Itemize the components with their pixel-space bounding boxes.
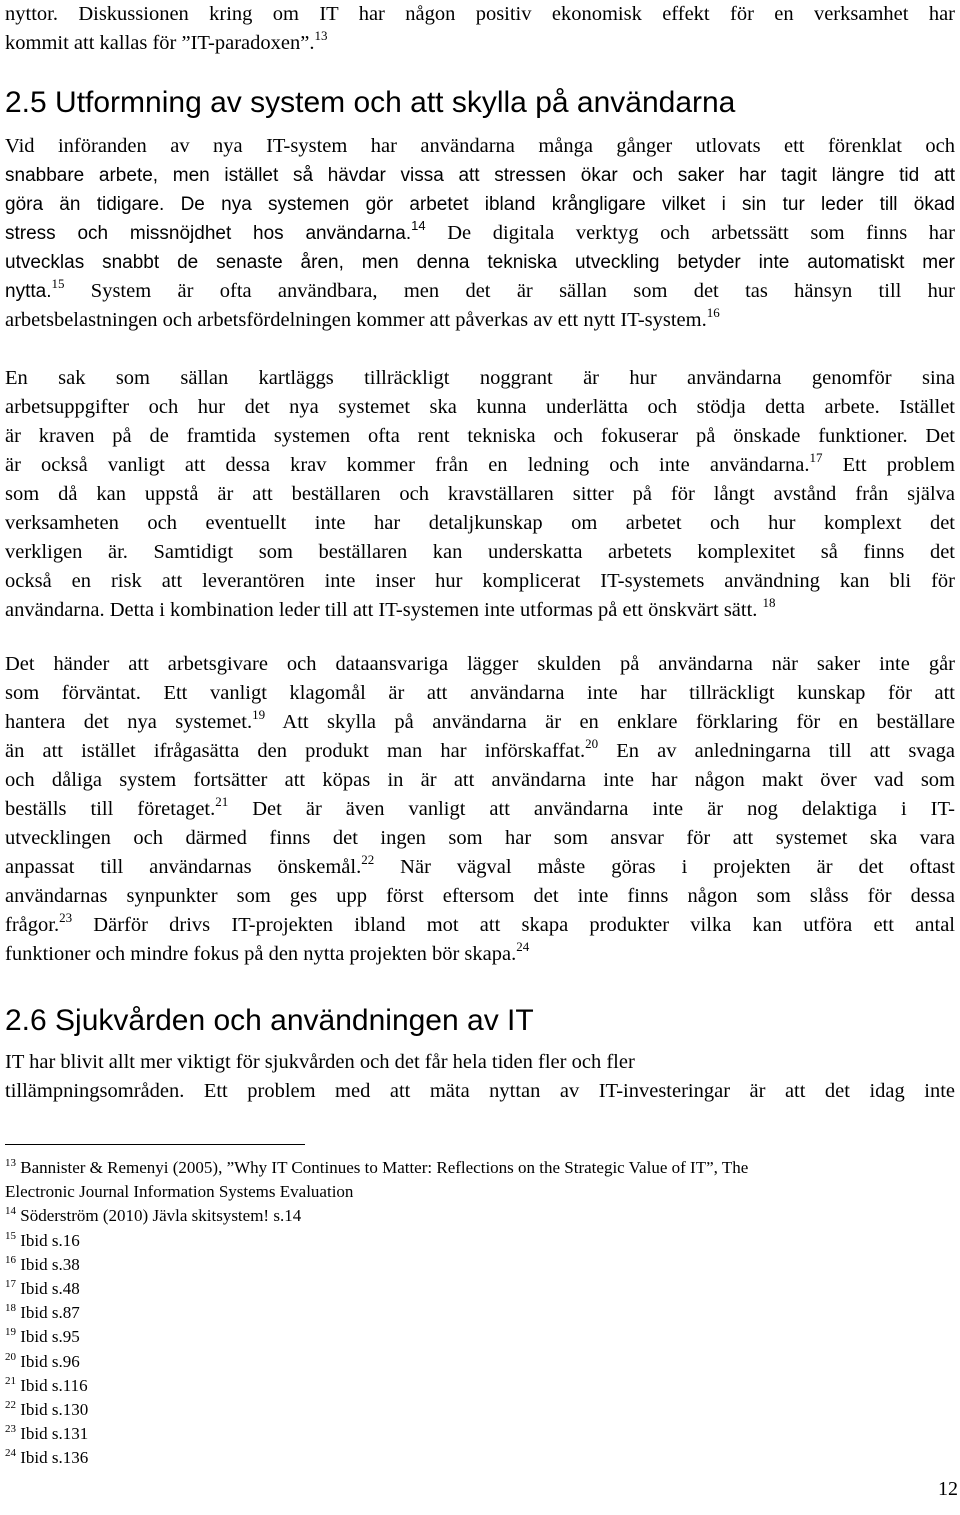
footnote-number: 14 xyxy=(5,1205,16,1218)
text-line: tillämpningsområden. Ett problem med att mäta nyttan av IT-investeringar är att det idag inte xyxy=(5,1080,955,1102)
text-line: utvecklas snabbt de senaste åren, men denna tekniska utveckling betyder inte automatiskt mer xyxy=(5,252,955,273)
footnote-item: $^{13}$ Bannister & Remenyi (2005), ”Why IT Continues to Matter: Reflections on the Strategic Value of IT”, The xyxy=(5,1157,749,1177)
footnote-ref[interactable]: 16 xyxy=(706,305,720,320)
footnote-number: 21 xyxy=(5,1374,16,1387)
footnote-ref[interactable]: 19 xyxy=(252,707,266,722)
footnote-item-continuation: Electronic Journal Information Systems Evaluation xyxy=(5,1182,354,1202)
footnote-item: $^{15}$ Ibid s.16 xyxy=(5,1229,80,1250)
paragraph xyxy=(5,1048,955,1106)
footnote-number: 20 xyxy=(5,1350,16,1363)
text-line: är också vanligt att dessa krav kommer från en ledning och inte användarna.$^{17}$ Ett problem xyxy=(5,450,956,476)
text-line: frågor.$^{23}$ Därför drivs IT-projekten ibland mot att skapa produkter vilka kan utföra ett antal xyxy=(5,910,955,936)
text-line: stress och missnöjdhet hos användarna.$^{14}$ De digitala verktyg och arbetssätt som finns har xyxy=(5,218,955,244)
footnote-ref[interactable]: 14 xyxy=(411,218,426,233)
text-line: snabbare arbete, men istället så hävdar vissa att stressen ökar och saker har tagit längre tid att xyxy=(5,165,955,186)
text-line: IT har blivit allt mer viktigt för sjukvården och det får hela tiden fler och fler xyxy=(5,1051,635,1073)
text-line: göra än tidigare. De nya systemen gör arbetet ibland krångligare vilket i sin tur leder till ökad xyxy=(5,194,955,215)
text-line: Det händer att arbetsgivare och dataansvariga lägger skulden på användarna när saker inte går xyxy=(5,653,955,675)
footnote-item: $^{22}$ Ibid s.130 xyxy=(5,1399,89,1420)
footnotes xyxy=(5,1156,955,1471)
text-line: som förväntat. Ett vanligt klagomål är att användarna inte har tillräckligt kunskap för att xyxy=(5,682,955,704)
footnote-item: $^{18}$ Ibid s.87 xyxy=(5,1302,80,1323)
text-line: också en risk att leverantören inte inser hur komplicerat IT-systemets användning kan bli för xyxy=(5,570,955,592)
footnote-item: $^{19}$ Ibid s.95 xyxy=(5,1326,80,1347)
section-heading: 2.6 Sjukvården och användningen av IT xyxy=(5,1004,534,1037)
footnote-number: 19 xyxy=(5,1326,16,1339)
footnote-item: $^{21}$ Ibid s.116 xyxy=(5,1374,88,1395)
footnote-ref[interactable]: 15 xyxy=(51,276,65,291)
text-line: anpassat till användarnas önskemål.$^{22}$ När vägval måste göras i projekten är det oftast xyxy=(5,852,956,878)
paragraph xyxy=(5,650,955,969)
text-line: nytta.$^{15}$ System är ofta användbara, men det är sällan som det tas hänsyn till hur xyxy=(5,276,955,302)
footnote-number: 18 xyxy=(5,1302,16,1315)
footnote-item: $^{17}$ Ibid s.48 xyxy=(5,1278,80,1299)
footnote-ref[interactable]: 22 xyxy=(361,852,375,867)
paragraph xyxy=(5,132,955,335)
footnote-item: $^{23}$ Ibid s.131 xyxy=(5,1423,89,1444)
text-line: Vid införanden av nya IT-system har användarna många gånger utlovats ett förenklat och xyxy=(5,135,955,157)
footnote-ref[interactable]: 24 xyxy=(516,939,530,954)
footnote-number: 13 xyxy=(5,1157,16,1169)
footnote-ref[interactable]: 13 xyxy=(314,28,328,43)
text-line: användarnas synpunkter som ges upp först eftersom det inte finns någon som slåss för dessa xyxy=(5,885,955,907)
text-line: arbetsbelastningen och arbetsfördelningen kommer att påverkas av ett nytt IT-system.$^{16}$ xyxy=(5,305,720,331)
footnote-number: 15 xyxy=(5,1229,16,1242)
text-line: funktioner och mindre fokus på den nytta projekten bör skapa.$^{24}$ xyxy=(5,939,530,965)
footnote-number: 17 xyxy=(5,1278,16,1291)
text-line: kommit att kallas för ”IT-paradoxen”.$^{13}$ xyxy=(5,28,328,54)
text-line: utvecklingen och därmed finns det ingen som har som ansvar för att systemet ska vara xyxy=(5,827,955,849)
text-line: En sak som sällan kartläggs tillräckligt noggrant är hur användarna genomför sina xyxy=(5,367,955,389)
text-line: användarna. Detta i kombination leder till att IT-systemen inte utformas på ett önskvärt sätt. $^{18}$ xyxy=(5,595,776,621)
text-line: är kraven på de framtida systemen ofta rent tekniska och fokuserar på önskade funktioner. Det xyxy=(5,425,955,447)
footnote-item: $^{20}$ Ibid s.96 xyxy=(5,1350,80,1371)
footnote-ref[interactable]: 18 xyxy=(762,595,776,610)
text-line: beställs till företaget.$^{21}$ Det är även vanligt att användarna inte är nog delaktiga i IT- xyxy=(5,794,955,820)
footnote-number: 16 xyxy=(5,1253,16,1266)
footnote-ref[interactable]: 17 xyxy=(809,450,823,465)
footnote-ref[interactable]: 20 xyxy=(585,736,599,751)
footnote-item: $^{24}$ Ibid s.136 xyxy=(5,1447,89,1468)
footnote-separator xyxy=(5,1144,305,1145)
page-number: 12 xyxy=(938,1478,958,1500)
footnote-item: $^{14}$ Söderström (2010) Jävla skitsystem! s.14 xyxy=(5,1205,302,1226)
footnote-number: 22 xyxy=(5,1399,16,1412)
text-line: nyttor. Diskussionen kring om IT har någon positiv ekonomisk effekt för en verksamhet har xyxy=(5,3,955,25)
text-line: arbetsuppgifter och hur det nya systemet ska kunna underlätta och stödja detta arbete. Istället xyxy=(5,396,955,418)
footnote-ref[interactable]: 23 xyxy=(59,910,73,925)
footnote-number: 24 xyxy=(5,1447,16,1460)
text-line: och dåliga system fortsätter att köpas in är att användarna inte har någon makt över vad som xyxy=(5,769,955,791)
text-line: verkligen är. Samtidigt som beställaren kan underskatta arbetets komplexitet så finns det xyxy=(5,541,955,563)
footnote-ref[interactable]: 21 xyxy=(215,794,229,809)
footnote-item: $^{16}$ Ibid s.38 xyxy=(5,1253,80,1274)
footnote-number: 23 xyxy=(5,1423,16,1436)
text-line: verksamheten och eventuellt inte har detaljkunskap om arbetet och hur komplext det xyxy=(5,512,955,534)
text-line: som då kan uppstå är att beställaren och kravställaren sitter på för långt avstånd från själva xyxy=(5,483,955,505)
section-heading: 2.5 Utformning av system och att skylla på användarna xyxy=(5,86,736,119)
text-line: hantera det nya systemet.$^{19}$ Att skylla på användarna är en enklare förklaring för en beställare xyxy=(5,707,955,733)
text-line: än att istället ifrågasätta den produkt man har införskaffat.$^{20}$ En av anledningarna till att svaga xyxy=(5,736,956,762)
paragraph xyxy=(5,364,955,625)
intro-paragraph xyxy=(5,0,955,58)
